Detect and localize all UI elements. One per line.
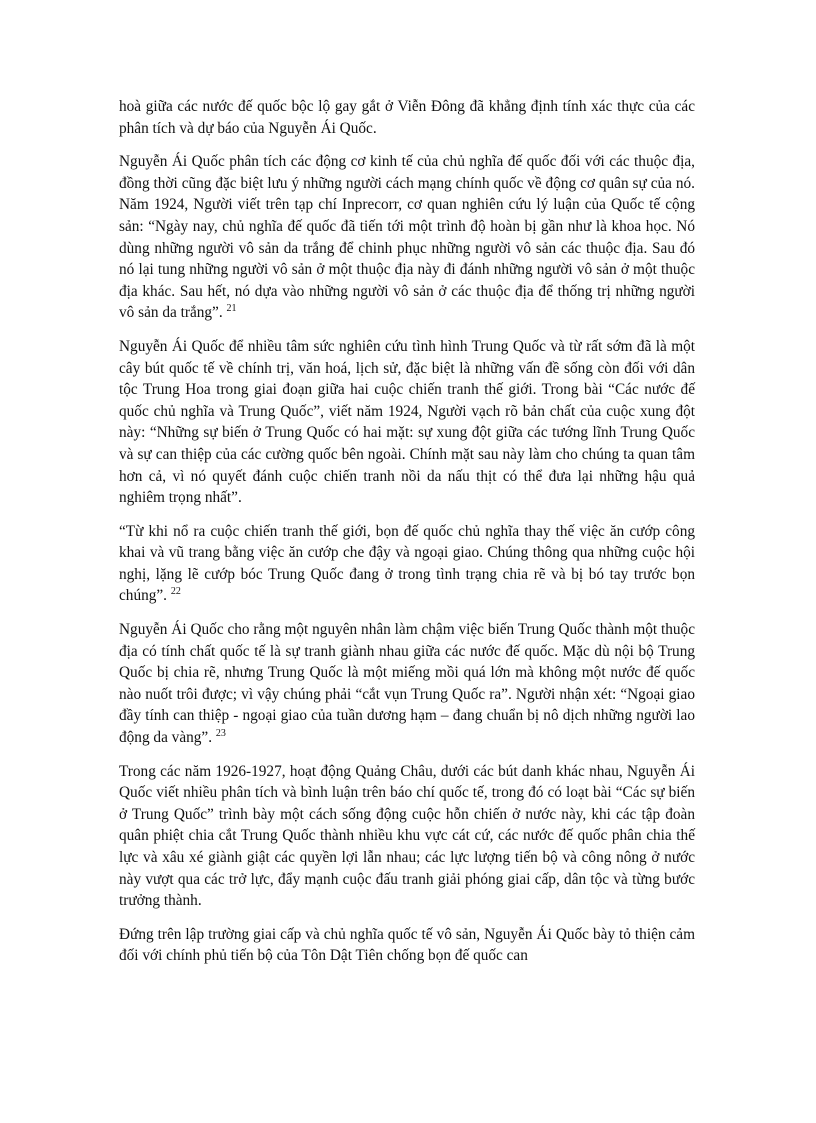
paragraph-3 (119, 336, 695, 509)
paragraph-7 (119, 924, 695, 967)
paragraph-text: Nguyễn Ái Quốc cho rằng một nguyên nhân làm chậm việc biến Trung Quốc thành một thuộc địa có tính chất quốc tế là sự tranh giành nhau giữa các nước đế quốc. Mặc dù nội bộ Trung Quốc bị chia rẽ, nhưng Trung Quốc là một miếng mồi quá lớn mà không một nước đế quốc nào nuốt trôi được; vì vậy chúng phải “cắt vụn Trung Quốc ra”. Người nhận xét: “Ngoại giao đầy tính can thiệp - ngoại giao của tuần dương hạm – đang chuẩn bị nô dịch những người lao động da vàng”. (119, 621, 695, 747)
paragraph-5 (119, 619, 695, 749)
paragraph-text: hoà giữa các nước đế quốc bộc lộ gay gắt ở Viễn Đông đã khẳng định tính xác thực của các phân tích và dự báo của Nguyễn Ái Quốc. (119, 98, 695, 137)
paragraph-text: Đứng trên lập trường giai cấp và chủ nghĩa quốc tế vô sản, Nguyễn Ái Quốc bày tỏ thiện cảm đối với chính phủ tiến bộ của Tôn Dật Tiên chống bọn đế quốc can (119, 925, 695, 965)
document-page (119, 96, 695, 979)
paragraph-text: Nguyễn Ái Quốc để nhiều tâm sức nghiên cứu tình hình Trung Quốc và từ rất sớm đã là một cây bút quốc tế về chính trị, văn hoá, lịch sử, đặc biệt là những vấn đề sống còn đối với dân tộc Trung Hoa trong giai đoạn giữa hai cuộc chiến tranh thế giới. Trong bài “Các nước đế quốc chủ nghĩa và Trung Quốc”, viết năm 1924, Người vạch rõ bản chất của cuộc xung đột này: “Những sự biến ở Trung Quốc có hai mặt: sự xung đột giữa các tướng lĩnh Trung Quốc và sự can thiệp của các cường quốc bên ngoài. Chính mặt sau này làm cho chúng ta quan tâm hơn cả, vì nó quyết đánh cuộc chiến tranh nồi da nấu thịt có thể đưa lại những hậu quả nghiêm trọng nhất”. (119, 337, 695, 507)
paragraph-4 (119, 521, 695, 607)
footnote-ref-21[interactable]: 21 (226, 303, 237, 315)
paragraph-2 (119, 151, 695, 324)
footnote-ref-23[interactable]: 23 (215, 727, 226, 739)
paragraph-text: Trong các năm 1926-1927, hoạt động Quảng Châu, dưới các bút danh khác nhau, Nguyễn Ái Quốc viết nhiều phân tích và bình luận trên báo chí quốc tế, trong đó có loạt bài “Các sự biến ở Trung Quốc” trình bày một cách sống động cuộc hỗn chiến ở nước này, khi các tập đoàn quân phiệt chia cắt Trung Quốc thành nhiều khu vực cát cứ, các nước đế quốc phân chia thế lực và xâu xé giành giật các quyền lợi lẫn nhau; các lực lượng tiến bộ và công nông ở nước này vượt qua các trở lực, đẩy mạnh cuộc đấu tranh giải phóng giai cấp, dân tộc và từng bước trưởng thành. (119, 762, 695, 910)
paragraph-text: “Từ khi nổ ra cuộc chiến tranh thế giới, bọn đế quốc chủ nghĩa thay thế việc ăn cướp công khai và vũ trang bằng việc ăn cướp che đậy và ngoại giao. Chúng thông qua những cuộc hội nghị, lặng lẽ cướp bóc Trung Quốc đang ở trong tình trạng chia rẽ và bị bó tay trước bọn chúng”. (119, 522, 695, 605)
paragraph-text: Nguyễn Ái Quốc phân tích các động cơ kinh tế của chủ nghĩa đế quốc đối với các thuộc địa, đồng thời cũng đặc biệt lưu ý những người cách mạng chính quốc về động cơ quân sự của nó. Năm 1924, Người viết trên tạp chí Inprecorr, cơ quan nghiên cứu lý luận của Quốc tế cộng sản: “Ngày nay, chủ nghĩa đế quốc đã tiến tới một trình độ hoàn bị gần như là khoa học. Nó dùng những người vô sản da trắng để chinh phục những người vô sản các thuộc địa. Sau đó nó lại tung những người vô sản ở một thuộc địa này đi đánh những người vô sản ở một thuộc địa khác. Sau hết, nó dựa vào những người vô sản ở các thuộc địa để thống trị những người vô sản da trắng”. (119, 153, 695, 322)
paragraph-1 (119, 96, 695, 139)
paragraph-6 (119, 761, 695, 912)
footnote-ref-22[interactable]: 22 (170, 586, 181, 598)
